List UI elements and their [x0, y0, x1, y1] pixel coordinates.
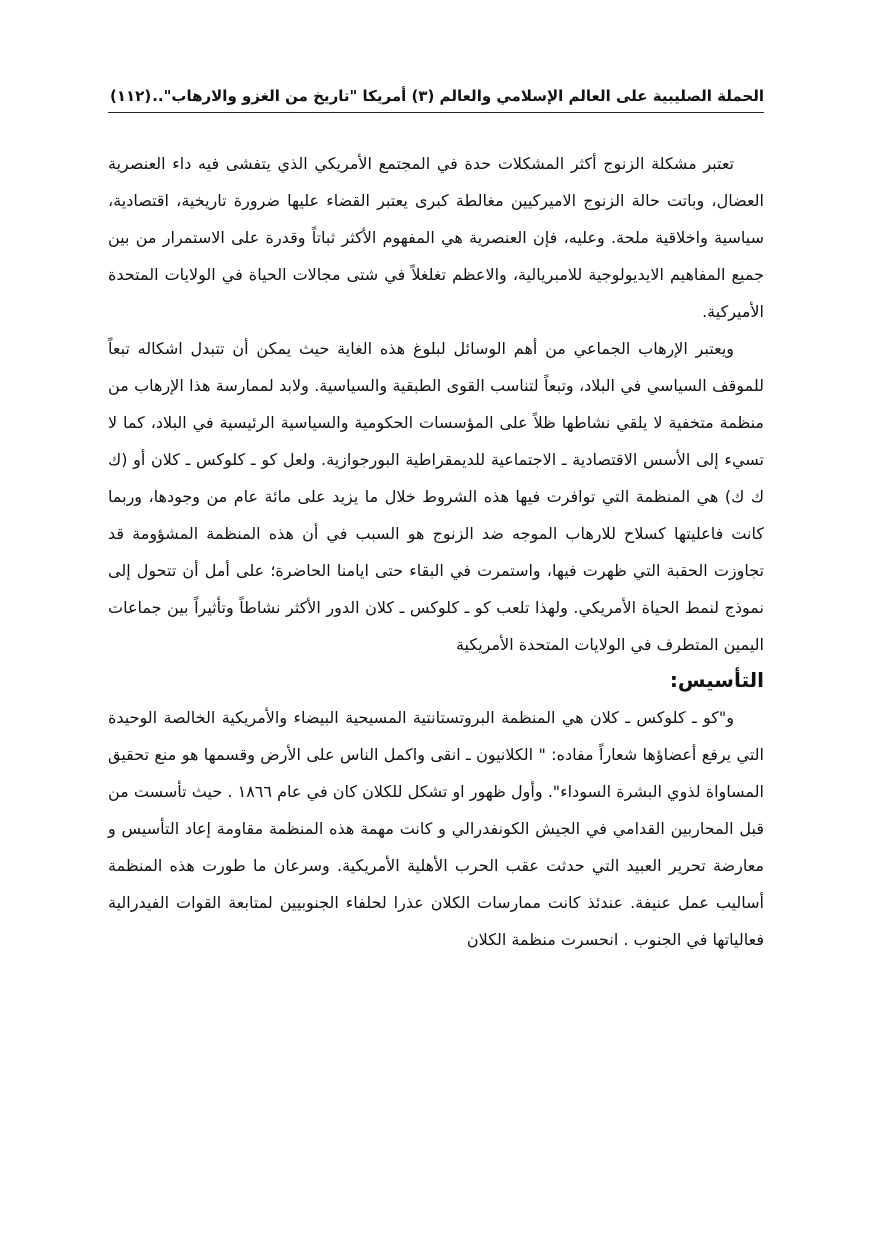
- paragraph-terrorism: ويعتبر الإرهاب الجماعي من أهم الوسائل لبلوغ هذه الغاية حيث يمكن أن تتبدل اشكاله تبعاً للموقف السياسي في البلاد، وتبعاً لتناسب القوى الطبقية والسياسية. ولابد لممارسة هذا الإرهاب من منظمة متخفية لا يلقي نشاطها ظلاً على المؤسسات الحكومية والسياسية الرئيسية في البلاد، كما لا تسيء إلى الأسس الاقتصادية ـ الاجتماعية للديمقراطية البورجوازية. ولعل كو ـ كلوكس ـ كلان أو (ك ك ك) هي المنظمة التي توافرت فيها هذه الشروط خلال ما يزيد على مائة عام من وجودها، وربما كانت فاعليتها كسلاح للارهاب الموجه ضد الزنوج هو السبب في أن هذه المنظمة المشؤومة قد تجاوزت الحقبة التي ظهرت فيها، واستمرت في البقاء حتى ايامنا الحاضرة؛ على أمل أن تتحول إلى نموذج لنمط الحياة الأمريكي. ولهذا تلعب كو ـ كلوكس ـ كلان الدور الأكثر نشاطاً وتأثيراً بين جماعات اليمين المتطرف في الولايات المتحدة الأمريكية: [108, 339, 764, 654]
- document-page: [108, 86, 764, 958]
- header-title: الحملة الصليبية على العالم الإسلامي والعالم (٣) أمريكا "تاريخ من الغزو والارهاب"..: [152, 87, 764, 105]
- paragraph-founding: و"كو ـ كلوكس ـ كلان هي المنظمة البروتستانتية المسيحية البيضاء والأمريكية الخالصة الوحيدة التي يرفع أعضاؤها شعاراً مفاده: " الكلانيون ـ انقى واكمل الناس على الأرض وقسمها هو منع تحقيق المساواة لذوي البشرة السوداء". وأول ظهور او تشكل للكلان كان في عام ١٨٦٦ . حيث تأسست من قبل المحاربين القدامي في الجيش الكونفدرالي و كانت مهمة هذه المنظمة مقاومة إعاد التأسيس و معارضة تحرير العبيد التي حدثت عقب الحرب الأهلية الأمريكية. وسرعان ما طورت هذه المنظمة أساليب عمل عنيفة. عندئذ كانت ممارسات الكلان عذرا لحلفاء الجنوبيين لمتابعة القوات الفيدرالية فعالياتها في الجنوب . انحسرت منظمة الكلان: [108, 708, 764, 949]
- body-text: [108, 145, 764, 958]
- section-heading-founding: التأسيس:: [669, 668, 764, 692]
- page-number: (١١٢): [110, 87, 152, 105]
- running-header: [108, 86, 764, 113]
- paragraph-racism: تعتبر مشكلة الزنوج أكثر المشكلات حدة في المجتمع الأمريكي الذي يتفشى فيه داء العنصرية العضال، وباتت حالة الزنوج الاميركيين مغالطة كبرى يعتبر القضاء عليها ضرورة تاريخية، اقتصادية، سياسية واخلاقية ملحة. وعليه، فإن العنصرية هي المفهوم الأكثر ثباتاً وقدرة على الاستمرار من بين جميع المفاهيم الايديولوجية للامبريالية، والاعظم تغلغلاً في شتى مجالات الحياة في الولايات المتحدة الأميركية.: [108, 154, 764, 321]
